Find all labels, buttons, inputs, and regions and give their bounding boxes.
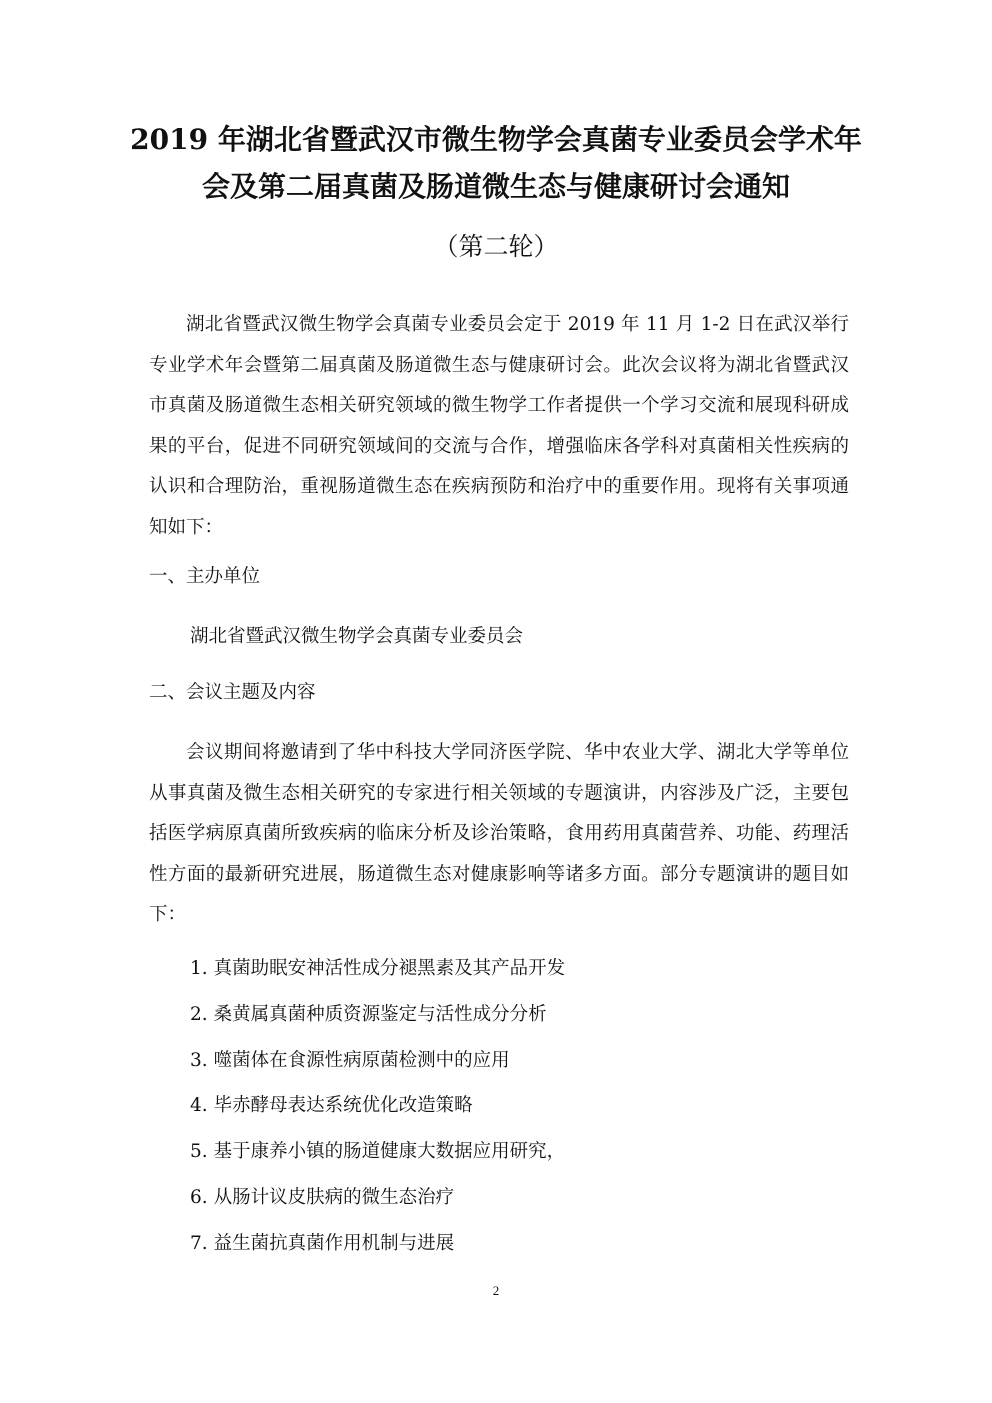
organizer-name: 湖北省暨武汉微生物学会真菌专业委员会 (190, 626, 524, 647)
topic-title: 基于康养小镇的肠道健康大数据应用研究， (213, 1141, 566, 1163)
topic-title: 真菌助眠安神活性成分褪黑素及其产品开发 (213, 958, 566, 979)
notice-title-line-1: 2019 年湖北省暨武汉市微生物学会真菌专业委员会学术年 (130, 123, 862, 156)
list-item (190, 1229, 565, 1275)
intro-paragraph: 湖北省暨武汉微生物学会真菌专业委员会定于 2019 年 11 月 1-2 日在武汉举行专业学术年会暨第二届真菌及肠道微生态与健康研讨会。此次会议将为湖北省暨武汉市真菌及肠道微生态相关研究领域的微生物学工作者提供一个学习交流和展现科研成果的平台，促进不同研究领域间的交流与合作，增强临床各学科对真菌相关性疾病的认识和合理防治，重视肠道微生态在疾病预防和治疗中的重要作用。现将有关事项通知如下： (149, 314, 849, 538)
section-heading-theme: 二、会议主题及内容 (149, 682, 316, 703)
topic-title: 噬菌体在食源性病原菌检测中的应用 (213, 1049, 510, 1071)
page-number: 2 (492, 1283, 500, 1298)
list-item (190, 1137, 565, 1183)
topic-number: 4. (190, 1095, 208, 1117)
list-item (190, 1183, 565, 1229)
topic-number: 7. (190, 1232, 208, 1254)
topic-number: 5. (190, 1141, 208, 1163)
topic-title: 从肠计议皮肤病的微生态治疗 (213, 1186, 455, 1208)
theme-paragraph: 会议期间将邀请到了华中科技大学同济医学院、华中农业大学、湖北大学等单位从事真菌及微生态相关研究的专家进行相关领域的专题演讲，内容涉及广泛，主要包括医学病原真菌所致疾病的临床分析及诊治策略，食用药用真菌营养、功能、药理活性方面的最新研究进展，肠道微生态对健康影响等诸多方面。部分专题演讲的题目如下： (149, 742, 849, 925)
topic-number: 1. (190, 958, 208, 979)
list-item (190, 1091, 565, 1137)
topic-list (190, 954, 565, 1275)
topic-number: 2. (190, 1003, 208, 1025)
list-item (190, 1046, 565, 1092)
list-item (190, 954, 565, 1000)
topic-title: 毕赤酵母表达系统优化改造策略 (213, 1095, 473, 1117)
notice-round-label: （第二轮） (433, 232, 559, 261)
topic-number: 6. (190, 1186, 208, 1208)
notice-title-line-2: 会及第二届真菌及肠道微生态与健康研讨会通知 (201, 170, 790, 203)
list-item (190, 1000, 565, 1046)
topic-title: 桑黄属真菌种质资源鉴定与活性成分分析 (213, 1003, 547, 1025)
topic-title: 益生菌抗真菌作用机制与进展 (213, 1232, 455, 1254)
topic-number: 3. (190, 1049, 208, 1071)
section-heading-organizer: 一、主办单位 (149, 566, 261, 587)
